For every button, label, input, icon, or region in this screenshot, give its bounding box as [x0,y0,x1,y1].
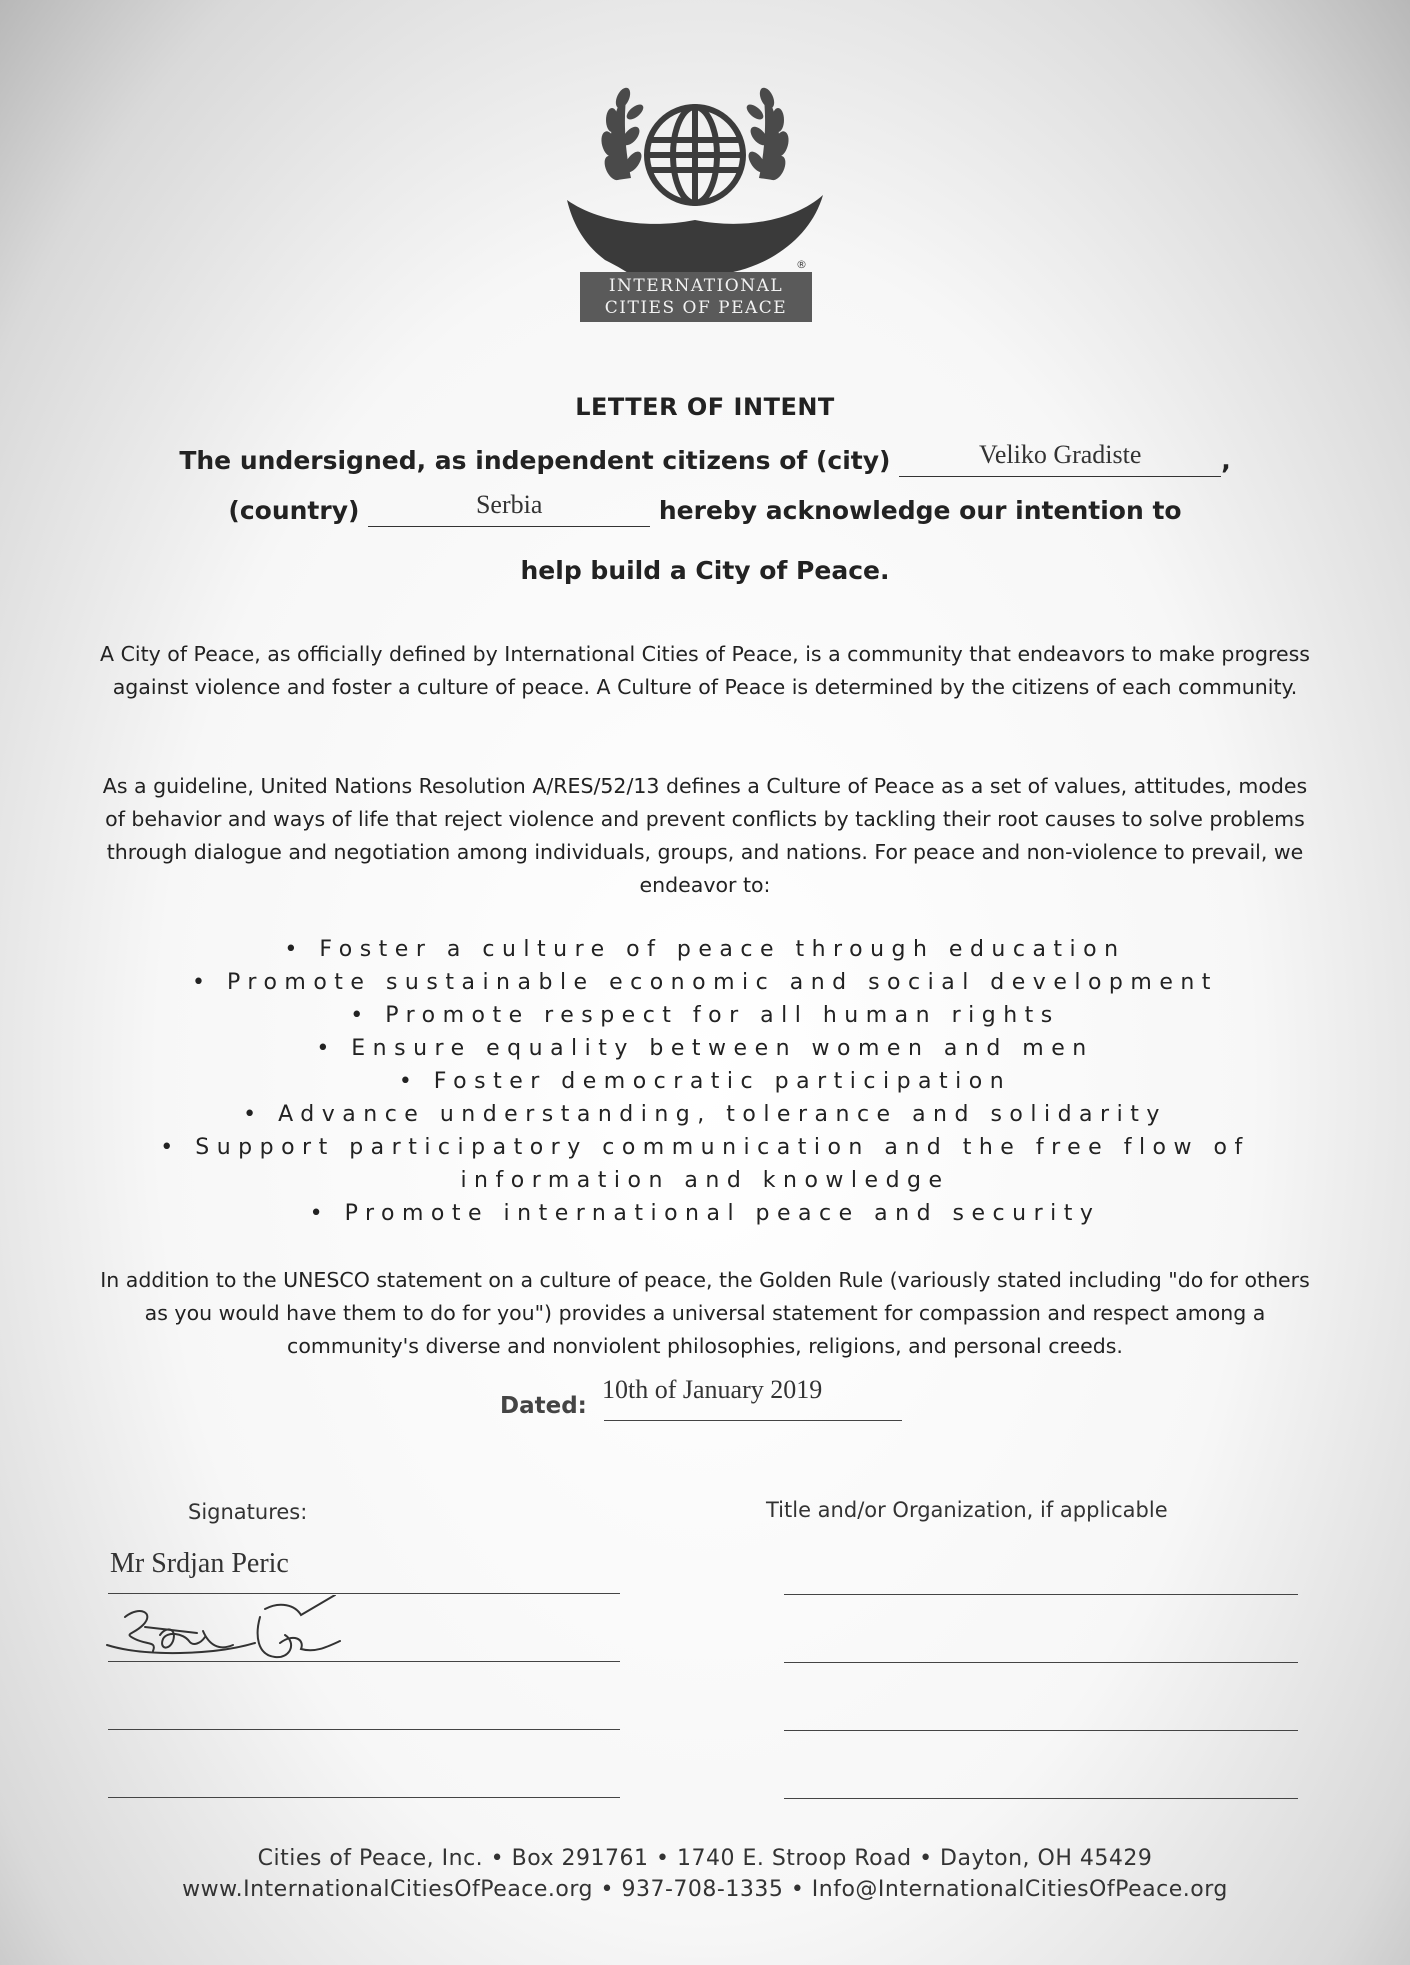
paragraph-definition: A City of Peace, as officially defined by International Cities of Peace, is a community that endeavors to make progress against violence and foster a culture of peace. A Culture of Peace is determined by the citizens of each community. [100,642,1310,699]
city-field: Veliko Gradiste [899,446,1221,477]
title-line-1 [784,1594,1298,1595]
intro-line-3: help build a City of Peace. [520,556,890,585]
title-line-4 [784,1798,1298,1799]
logo-wordmark [580,272,812,322]
bullet-list [0,933,1410,1230]
intro-text-2: hereby acknowledge our intention to [658,496,1182,525]
list-item: • Promote respect for all human rights [350,1003,1060,1028]
list-item: information and knowledge [460,1168,950,1193]
list-item: • Advance understanding, tolerance and solidarity [243,1102,1167,1127]
signature-line-3 [108,1729,620,1730]
intro-line-2 [0,490,1410,527]
list-item: • Foster democratic participation [398,1069,1012,1094]
title-line-3 [784,1730,1298,1731]
paragraph-guideline: As a guideline, United Nations Resolution A/RES/52/13 defines a Culture of Peace as a set of values, attitudes, modes of behavior and ways of life that reject violence and prevent conflicts by tackling their root causes to solve problems through dialogue and negotiation among individuals, groups, and nations. For peace and non-violence to prevail, we endeavor to: [102,774,1308,897]
country-label: (country) [228,496,360,525]
list-item: • Promote international peace and security [309,1201,1101,1226]
signature-line-4 [108,1797,620,1798]
intro-text-1: The undersigned, as independent citizens of (city) [179,446,891,475]
dated-line [604,1420,902,1421]
logo-line-2: CITIES OF PEACE [604,298,788,318]
list-item: • Foster a culture of peace through education [284,937,1126,962]
handwritten-signature [105,1595,435,1670]
dated-value: 10th of January 2019 [602,1375,823,1404]
signature-line-2 [108,1661,620,1662]
signatures-label: Signatures: [188,1500,308,1524]
signer-name: Mr Srdjan Peric [110,1548,289,1579]
list-item: • Promote sustainable economic and social development [192,970,1218,995]
titles-label: Title and/or Organization, if applicable [766,1498,1168,1522]
title-line-2 [784,1662,1298,1663]
footer-contact: www.InternationalCitiesOfPeace.org • 937-708-1335 • Info@InternationalCitiesOfPeace.org [182,1877,1228,1902]
intro-line-1 [0,440,1410,477]
dated-label: Dated: [500,1393,587,1419]
registered-mark: ® [796,258,807,271]
intro-comma: , [1221,446,1231,475]
paragraph-golden-rule: In addition to the UNESCO statement on a culture of peace, the Golden Rule (variously stated including "do for others as you would have them to do for you") provides a universal statement for compassion and respect among a community's diverse and nonviolent philosophies, religions, and personal creeds. [100,1268,1310,1358]
footer-address: Cities of Peace, Inc. • Box 291761 • 1740 E. Stroop Road • Dayton, OH 45429 [257,1846,1153,1871]
logo-line-1: INTERNATIONAL [608,276,784,296]
document-title: LETTER OF INTENT [575,393,835,421]
country-field: Serbia [368,496,650,527]
list-item: • Support participatory communication and the free flow of [160,1135,1250,1160]
signature-line-1 [108,1593,620,1594]
list-item: • Ensure equality between women and men [316,1036,1094,1061]
